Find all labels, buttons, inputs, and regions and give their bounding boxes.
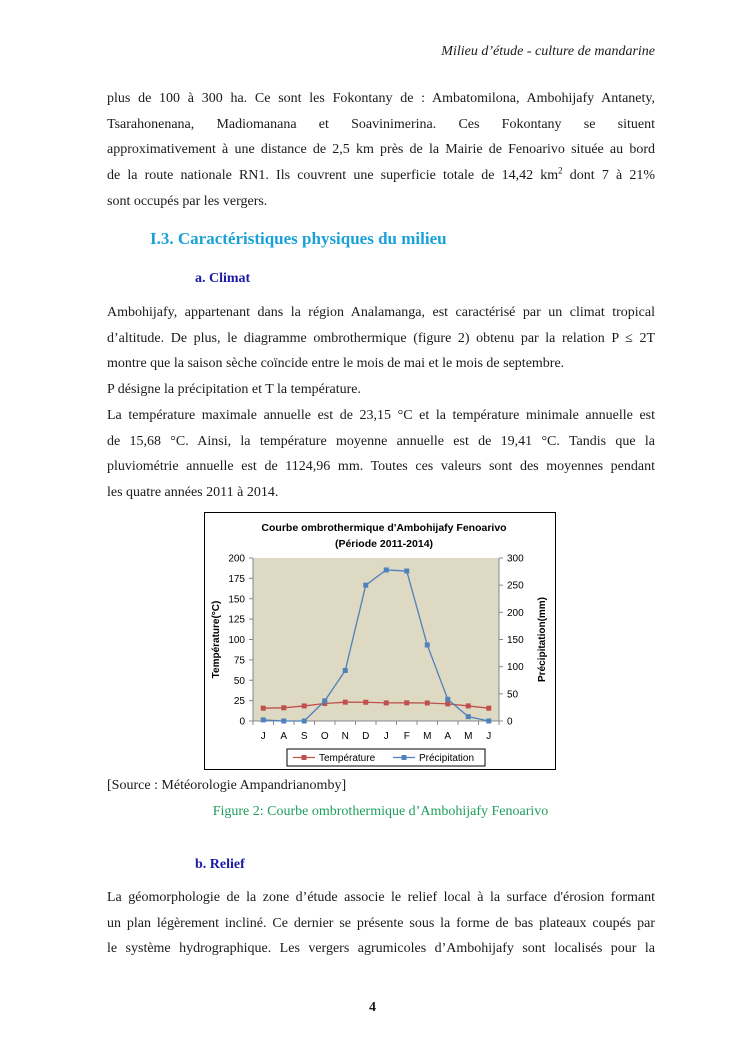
- temperature-point: [261, 706, 266, 711]
- y-axis-label-right: Précipitation(mm): [537, 596, 548, 683]
- climat-p3-line-3: pluviométrie annuelle est de 1124,96 mm. Toutes ces valeurs sont des moyennes pendant: [107, 459, 655, 475]
- x-tick-label: F: [403, 731, 410, 742]
- legend-label-precipitation: Précipitation: [419, 753, 475, 764]
- section-title: I.3. Caractéristiques physiques du milieu: [150, 229, 447, 248]
- temperature-point: [343, 700, 348, 705]
- temperature-point: [445, 701, 450, 706]
- figure-source: [Source : Météorologie Ampandrianomby]: [107, 778, 347, 793]
- intro-line-5: sont occupés par les vergers.: [107, 193, 268, 209]
- figure-caption: Figure 2: Courbe ombrothermique d’Ambohijafy Fenoarivo: [212, 804, 549, 819]
- x-tick-label: N: [341, 731, 349, 742]
- climat-p3-line-1: La température maximale annuelle est de 23,15 °C et la température minimale annuelle est: [107, 407, 655, 423]
- left-tick-label: 175: [228, 573, 245, 585]
- temperature-point: [466, 703, 471, 708]
- temperature-point: [404, 700, 409, 705]
- precipitation-point: [363, 583, 368, 588]
- legend-marker-precipitation: [402, 755, 407, 760]
- running-header: Milieu d’étude - culture de mandarine: [441, 44, 655, 59]
- precipitation-point: [486, 719, 491, 724]
- precipitation-point: [343, 668, 348, 673]
- intro-line-1: plus de 100 à 300 ha. Ce sont les Fokontany de : Ambatomilona, Ambohijafy Antanety,: [107, 91, 655, 106]
- left-tick-label: 100: [228, 635, 245, 646]
- left-tick-label: 25: [233, 696, 245, 708]
- temperature-point: [363, 700, 368, 705]
- intro-paragraph: [107, 86, 655, 215]
- relief-line-1: La géomorphologie de la zone d’étude associe le relief local à la surface d'érosion formant: [107, 890, 655, 905]
- precipitation-point: [302, 719, 307, 724]
- x-tick-label: D: [362, 731, 370, 742]
- x-tick-label: A: [444, 731, 452, 742]
- precipitation-point: [281, 719, 286, 724]
- climat-p2: P désigne la précipitation et T la température.: [107, 382, 361, 398]
- ombrothermic-chart: [204, 512, 556, 770]
- legend-marker-temperature: [302, 755, 307, 760]
- page-number: 4: [369, 1000, 376, 1015]
- temperature-point: [302, 703, 307, 708]
- left-tick-label: 200: [228, 553, 245, 565]
- climat-p3-line-4: les quatre années 2011 à 2014.: [107, 484, 279, 500]
- precipitation-point: [261, 717, 266, 722]
- x-tick-label: O: [320, 731, 329, 742]
- superscript-2: 2: [558, 165, 563, 176]
- climat-p3-line-2: de 15,68 °C. Ainsi, la température moyenne annuelle est de 19,41 °C. Tandis que la: [107, 433, 655, 449]
- right-tick-label: 300: [507, 553, 524, 565]
- y-axis-label-left: Température(°C): [211, 600, 222, 679]
- precipitation-point: [425, 642, 430, 647]
- precipitation-point: [404, 569, 409, 574]
- x-tick-label: M: [423, 731, 432, 742]
- precipitation-point: [466, 714, 471, 719]
- intro-line-3: approximativement à une distance de 2,5 km près de la Mairie de Fenoarivo située au bord: [107, 142, 655, 158]
- right-tick-label: 100: [507, 662, 524, 674]
- x-tick-label: A: [280, 731, 288, 742]
- chart-title: Courbe ombrothermique d'Ambohijafy Fenoarivo: [261, 522, 507, 534]
- x-tick-label: J: [383, 731, 389, 742]
- chart-svg: [205, 513, 555, 769]
- temperature-point: [384, 700, 389, 705]
- plot-area: [253, 558, 499, 721]
- temperature-point: [486, 706, 491, 711]
- intro-line-2: Tsarahonenana, Madiomanana et Soavinimerina. Ces Fokontany se situent: [107, 116, 655, 132]
- right-tick-label: 0: [507, 716, 513, 728]
- temperature-point: [425, 700, 430, 705]
- relief-title: b. Relief: [195, 857, 245, 872]
- intro-line-4: [107, 163, 655, 189]
- right-tick-label: 250: [507, 580, 524, 592]
- relief-line-2: un plan légèrement incliné. Ce dernier se présente sous la forme de bas plateaux coupés par: [107, 915, 655, 931]
- climat-p1-line-1: Ambohijafy, appartenant dans la région Analamanga, est caractérisé par un climat tropical: [107, 305, 655, 320]
- intro-line-4-tail: dont 7 à 21%: [562, 168, 655, 184]
- x-tick-label: M: [464, 731, 473, 742]
- left-tick-label: 0: [239, 716, 245, 728]
- x-tick-label: J: [260, 731, 266, 742]
- chart-subtitle: (Période 2011-2014): [334, 538, 434, 550]
- climat-paragraph-1: [107, 300, 655, 506]
- right-tick-label: 50: [507, 689, 519, 701]
- relief-line-3: le système hydrographique. Les vergers agrumicoles d’Ambohijafy sont localisés pour la: [107, 941, 655, 957]
- intro-line-4-text: de la route nationale RN1. Ils couvrent une superficie totale de 14,42 km: [107, 168, 559, 184]
- left-tick-label: 150: [228, 594, 245, 606]
- temperature-point: [281, 705, 286, 710]
- left-tick-label: 75: [233, 655, 245, 667]
- precipitation-point: [445, 697, 450, 702]
- climat-title: a. Climat: [195, 271, 251, 286]
- x-tick-label: S: [300, 731, 308, 742]
- right-tick-label: 200: [507, 607, 524, 619]
- relief-paragraph: [107, 885, 655, 962]
- precipitation-point: [384, 567, 389, 572]
- climat-p1-line-2: d’altitude. De plus, le diagramme ombrothermique (figure 2) obtenu par la relation P ≤ 2T: [107, 330, 655, 346]
- climat-p1-line-3: montre que la saison sèche coïncide entre le mois de mai et le mois de septembre.: [107, 356, 565, 372]
- right-tick-label: 150: [507, 635, 524, 646]
- legend-label-temperature: Température: [319, 753, 376, 764]
- left-tick-label: 50: [233, 675, 245, 687]
- x-tick-label: J: [486, 731, 492, 742]
- precipitation-point: [322, 698, 327, 703]
- left-tick-label: 125: [228, 614, 245, 626]
